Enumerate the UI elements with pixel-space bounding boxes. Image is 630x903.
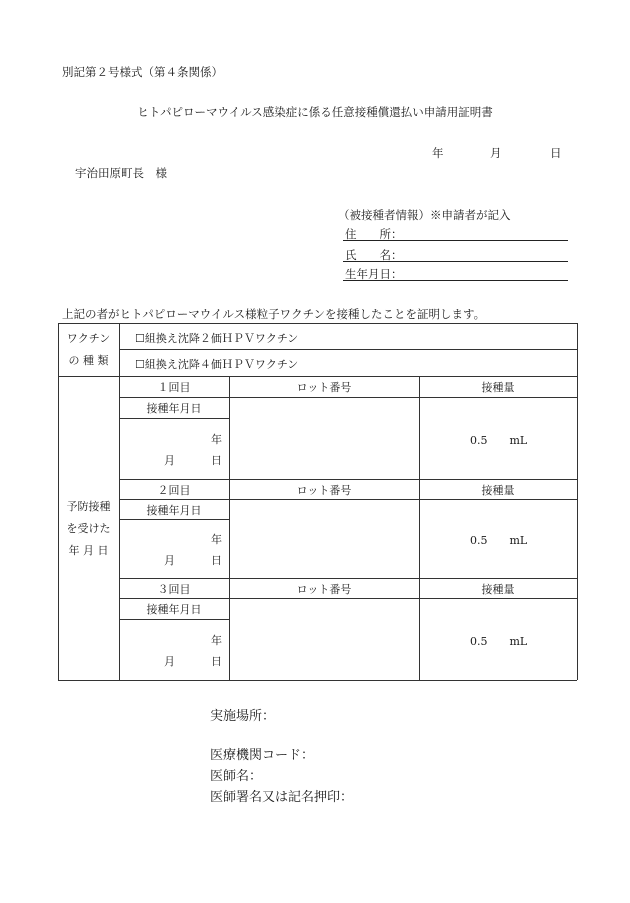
dose-1-amount-header: 接種量 [481,381,515,394]
dose-1-year: 年 [211,433,222,446]
dose-3-date-header: 接種年月日 [146,603,202,616]
dose-2-round: ２回目 [157,483,191,497]
doses-label-2: を受けた [66,522,111,535]
dose-1-amount: 0.5 mL [470,434,528,447]
address-label: 住 所： [345,227,403,241]
institution-code-label: 医療機関コード： [210,748,315,763]
dob-underline [343,280,568,281]
name-underline [343,261,568,262]
dose-2-lot-header: ロット番号 [296,483,352,497]
doses-label-3: 年 月 日 [68,544,109,557]
vaccine-option-quadrivalent[interactable]: ☐組換え沈降４価ＨＰＶワクチン [135,358,299,371]
dob-label: 生年月日： [345,267,403,281]
dose-1-round: １回目 [157,381,191,394]
dose-2-month: 月 [164,554,175,567]
doses-label-1: 予防接種 [66,500,111,513]
form-number: 別記第２号様式（第４条関係） [62,65,223,79]
dose-2-year: 年 [211,533,222,546]
dose-2-day: 日 [211,554,222,567]
dose-1-day: 日 [211,454,222,467]
dose-1-date-header: 接種年月日 [146,402,202,415]
dose-2-date-header: 接種年月日 [146,503,202,517]
dose-3-month: 月 [164,655,175,668]
address-underline [343,240,568,241]
dose-3-amount: 0.5 mL [470,635,528,648]
dose-3-amount-header: 接種量 [481,582,515,596]
dose-1-lot-header: ロット番号 [296,381,352,394]
dose-3-day: 日 [211,655,222,668]
name-label: 氏 名： [345,248,403,262]
dose-1-month: 月 [164,454,175,467]
date-year-label: 年 [432,146,444,160]
dose-2-amount-header: 接種量 [481,483,515,497]
recipient-heading: （被接種者情報）※申請者が記入 [338,208,511,222]
certification-statement: 上記の者がヒトパピローマウイルス様粒子ワクチンを接種したことを証明します。 [62,307,486,321]
vaccine-option-bivalent[interactable]: ☐組換え沈降２価ＨＰＶワクチン [135,332,299,345]
dose-3-year: 年 [211,634,222,647]
vaccine-type-label-2: の 種 類 [68,354,109,367]
date-month-label: 月 [490,146,502,160]
document-title: ヒトパピローマウイルス感染症に係る任意接種償還払い申請用証明書 [137,105,493,119]
dose-3-lot-header: ロット番号 [296,582,352,596]
doctor-signature-label: 医師署名又は記名押印： [210,790,354,805]
dose-2-amount: 0.5 mL [470,534,528,547]
implementation-place-label: 実施場所： [210,709,276,724]
doctor-name-label: 医師名： [210,769,263,784]
addressee: 宇治田原町長 様 [75,166,167,180]
dose-3-round: ３回目 [157,582,191,596]
date-day-label: 日 [550,146,562,160]
vaccine-type-label-1: ワクチン [66,332,111,345]
